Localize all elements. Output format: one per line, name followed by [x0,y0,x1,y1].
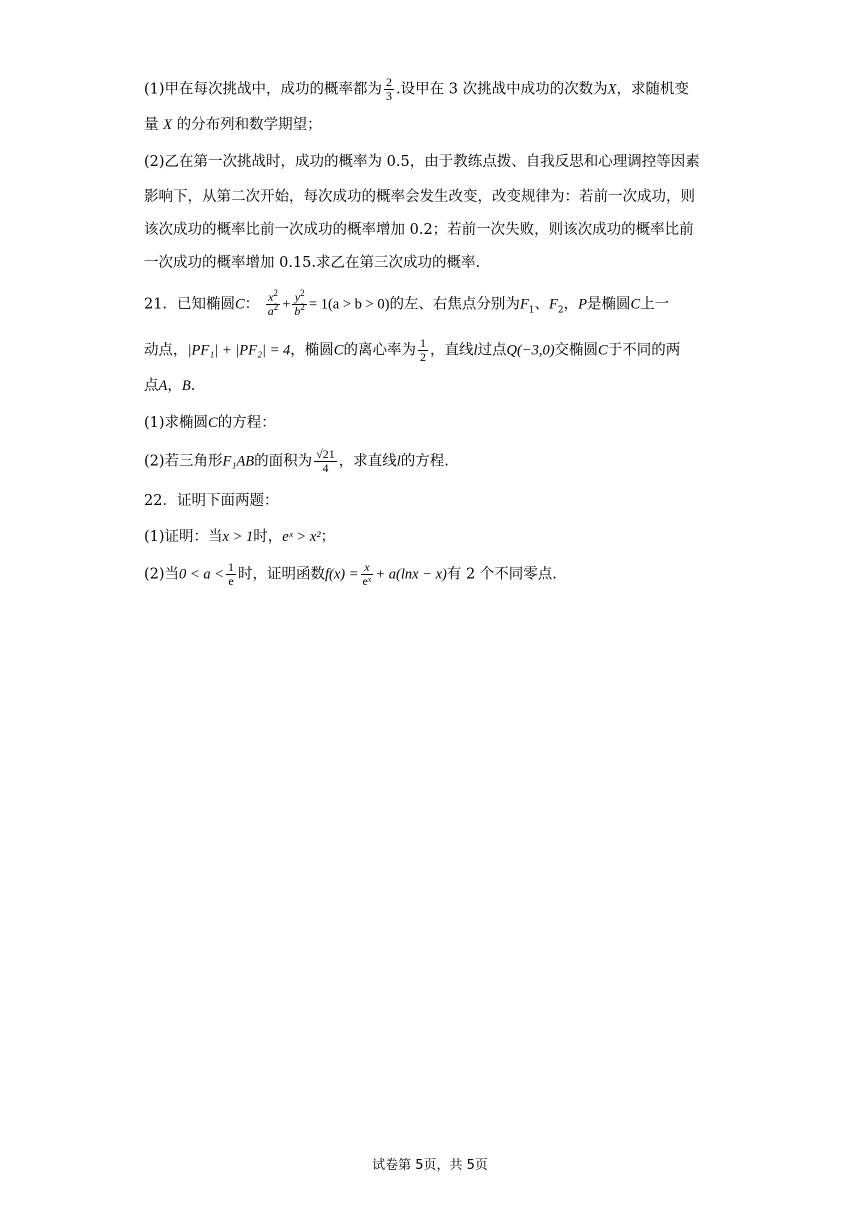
triangle-label: F₁AB [222,453,255,470]
text: (1)甲在每次挑战中，成功的概率都为 [144,81,383,98]
text: ，求随机变 [616,81,689,98]
q20-part2-line3: 该次成功的概率比前一次成功的概率增加 0.2；若前一次失败，则该次成功的概率比前 [144,222,694,238]
q22-part1: (1)证明：当x > 1时，eˣ > x²； [144,529,336,545]
page-footer: 试卷第 5页，共 5页 [372,1158,488,1173]
abs-sum: |PF₁| + |PF₂| = 4 [187,342,291,359]
q21-line1: 21．已知椭圆C： $\frac{x^2}{a^2}$ + $\frac{y^2}{b^2}$ = 1(a > b > 0)的左、右焦点分别为$F_1$、$F_2$，P是椭圆C上一 [144,288,670,318]
q21-part2: (2)若三角形F₁AB的面积为 $\frac{√21}{4}$ ，求直线l的方程. [144,447,449,475]
math-var: C [234,296,245,313]
q20-part1-line1 [144,76,689,103]
fraction-y2-b2: $\frac{y^2}{b^2}$ [294,288,305,318]
q22-part2: (2)当0 < a < $\frac{1}{e}$ 时，证明函数f(x) = $\frac{x}{\text{eˣ}}$ + a(lnx − x)有 2 个不同零点. [144,560,557,588]
q21-part1: (1)求椭圆C的方程： [144,415,276,431]
point-q: Q(−3,0) [506,342,555,359]
q20-part1-line2: 量 X 的分布列和数学期望； [144,117,322,133]
equation-tail: = 1(a > b > 0) [308,296,390,313]
fraction-sqrt21-over-4: $\frac{√21}{4}$ [316,447,335,475]
math-var: X [163,117,172,133]
q20-part2-line2: 影响下，从第二次开始，每次成功的概率会发生改变，改变规律为：若前一次成功，则 [144,189,695,205]
q21-line3: 点A，B. [144,378,196,394]
q22-title: 22．证明下面两题： [144,493,279,509]
fraction-two-thirds: $\frac{2}{3}$ [386,75,393,103]
q20-part2-line1: (2)乙在第一次挑战时，成功的概率为 0.5，由于教练点拨、自我反思和心理调控等因素 [144,154,700,170]
fraction-x-over-ex: $\frac{x}{\text{eˣ}}$ [362,560,372,588]
q20-part2-line4: 一次成功的概率增加 0.15.求乙在第三次成功的概率. [144,255,481,271]
fraction-one-half: $\frac{1}{2}$ [419,336,426,364]
math-var: X [607,81,617,98]
fraction-one-over-e: $\frac{1}{e}$ [228,560,234,588]
text: .设甲在 3 次挑战中成功的次数为 [396,81,608,98]
q21-line2: 动点，|PF₁| + |PF₂| = 4，椭圆C的离心率为 $\frac{1}{2}$ ，直线l过点Q(−3,0)交椭圆C于不同的两 [144,336,681,364]
fraction-x2-a2: $\frac{x^2}{a^2}$ [267,288,279,318]
